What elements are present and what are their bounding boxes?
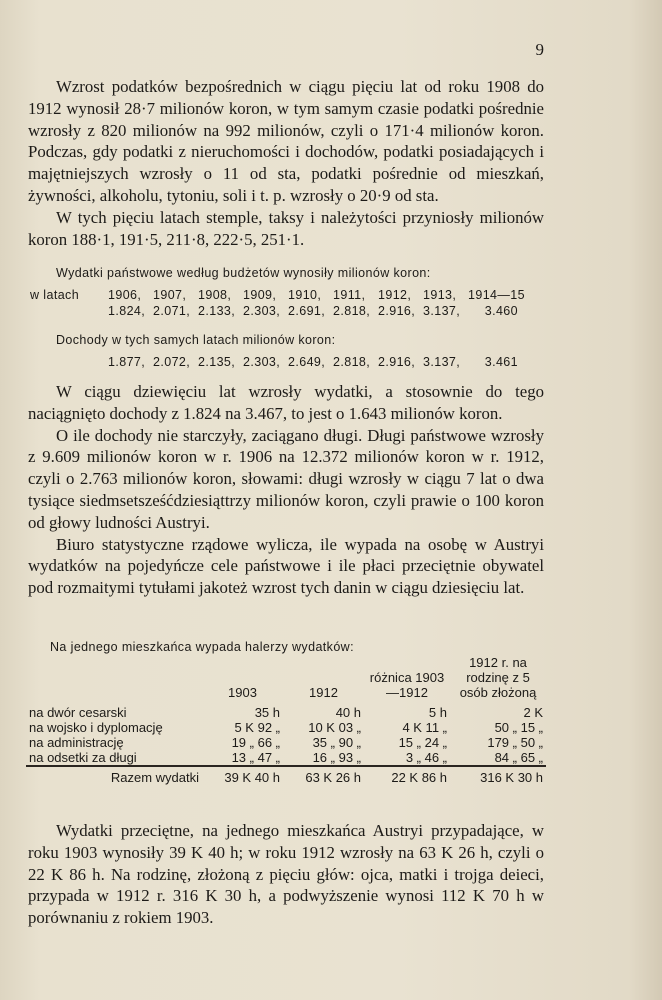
expenses-per-capita-table xyxy=(26,655,546,785)
year-cell: 1914—15 xyxy=(468,288,526,302)
expense-cell: 2.818, xyxy=(333,304,371,318)
table-row xyxy=(26,750,546,766)
cell-1912: 10 K 03 „ xyxy=(308,720,361,735)
income-cell: 2.649, xyxy=(288,355,326,369)
expenses-caption: Wydatki państwowe według budżetów wynosiły milionów koron: xyxy=(56,266,431,280)
income-cell: 2.916, xyxy=(378,355,416,369)
expense-cell: 2.133, xyxy=(198,304,236,318)
paragraph-block-2 xyxy=(28,381,544,599)
table-row xyxy=(26,735,546,750)
paragraph-block-3 xyxy=(28,820,544,929)
cell-difference: 15 „ 24 „ xyxy=(398,735,447,750)
expense-cell: 3.460 xyxy=(484,304,518,318)
year-cell: 1912, xyxy=(378,288,412,302)
year-cell: 1906, xyxy=(108,288,142,302)
income-cell: 3.461 xyxy=(484,355,518,369)
row-label: na dwór cesarski xyxy=(29,705,127,720)
income-caption: Dochody w tych samych latach milionów koron: xyxy=(56,333,336,347)
cell-1912: 40 h xyxy=(335,705,361,720)
cell-1912: 35 „ 90 „ xyxy=(312,735,361,750)
header-family: 1912 r. na rodzinę z 5 osób złożoną xyxy=(459,655,537,700)
total-1903: 39 K 40 h xyxy=(202,766,283,785)
cell-difference: 5 h xyxy=(428,705,447,720)
paragraph-taxes-growth: Wzrost podatków bezpośrednich w ciągu pięciu lat od roku 1908 do 1912 wynosił 28·7 milionów koron, w tym samym czasie podatki pośrednie wzrosły z 820 milionów na 992 milionów, czyli o 171·4 milionów koron. Podczas, gdy podatki z nieruchomości i dochodów, podatki posiadających i majętniejszych wzrosły o 11 od sta, podatki pośrednie od mieszkań, żywności, alkoholu, tytoniu, soli i t. p. wzrosły o 20·9 od sta. xyxy=(28,77,544,205)
expense-cell: 2.916, xyxy=(378,304,416,318)
table-caption: Na jednego mieszkańca wypada halerzy wydatków: xyxy=(50,640,354,654)
paragraph-expenses-growth: W ciągu dziewięciu lat wzrosły wydatki, a stosownie do tego naciągnięto dochody z 1.824 na 3.467, to jest o 1.643 milionów koron. xyxy=(28,382,544,423)
header-1903: 1903 xyxy=(228,685,257,700)
table-header-row xyxy=(26,655,546,705)
cell-1903: 13 „ 47 „ xyxy=(231,750,280,765)
cell-difference: 3 „ 46 „ xyxy=(405,750,447,765)
row-label: na administrację xyxy=(29,735,124,750)
income-cell: 2.303, xyxy=(243,355,281,369)
expense-cell: 1.824, xyxy=(108,304,146,318)
cell-1903: 35 h xyxy=(254,705,280,720)
income-row xyxy=(108,355,518,369)
header-difference: różnica 1903—1912 xyxy=(369,670,445,700)
total-family: 316 K 30 h xyxy=(450,766,546,785)
years-label: w latach xyxy=(30,288,80,302)
total-label: Razem wydatki xyxy=(26,766,202,785)
cell-difference: 4 K 11 „ xyxy=(402,720,447,735)
income-cell: 2.818, xyxy=(333,355,371,369)
income-cell: 1.877, xyxy=(108,355,146,369)
year-cell: 1907, xyxy=(153,288,187,302)
paragraph-averages: Wydatki przeciętne, na jednego mieszkańca Austryi przypadające, w roku 1903 wynosiły 39 K 40 h; w roku 1912 wzrosły na 63 K 26 h, czyli o 22 K 86 h. Na rodzinę, złożoną z pięciu głów: ojca, matki i trojga deieci, przypada w 1912 r. 316 K 30 h, a podwyższenie wynosi 112 K 70 h w porównaniu z rokiem 1903. xyxy=(28,821,544,928)
expense-cell: 3.137, xyxy=(423,304,461,318)
paragraph-stamps: W tych pięciu latach stemple, taksy i należytości przyniosły milionów koron 188·1, 191·5, 211·8, 222·5, 251·1. xyxy=(28,207,544,249)
cell-1903: 5 K 92 „ xyxy=(234,720,280,735)
year-cell: 1913, xyxy=(423,288,457,302)
paragraph-debts: O ile dochody nie starczyły, zaciągano długi. Długi państwowe wzrosły z 9.609 milionów koron w r. 1906 na 12.372 milionów koron w r. 1912, czyli o 2.763 milionów koron, słowami: długi wzrosły w ciągu 7 lat o dwa tysiące siedmsetsześćdziesiąttrzy milionów koron, czyli prawie o 100 koron od głowy ludności Austryi. xyxy=(28,425,544,532)
cell-1912: 16 „ 93 „ xyxy=(312,750,361,765)
table-row xyxy=(26,705,546,720)
cell-family: 2 K xyxy=(523,705,543,720)
income-cell: 2.135, xyxy=(198,355,236,369)
expenses-row xyxy=(108,304,518,318)
paragraph-block-1 xyxy=(28,76,544,250)
cell-family: 84 „ 65 „ xyxy=(494,750,543,765)
years-row xyxy=(30,288,528,302)
year-cell: 1910, xyxy=(288,288,322,302)
cell-family: 179 „ 50 „ xyxy=(487,735,543,750)
row-label: na odsetki za długi xyxy=(29,750,137,765)
total-1912: 63 K 26 h xyxy=(283,766,364,785)
expense-cell: 2.303, xyxy=(243,304,281,318)
total-difference: 22 K 86 h xyxy=(364,766,450,785)
row-label: na wojsko i dyplomację xyxy=(29,720,163,735)
cell-family: 50 „ 15 „ xyxy=(494,720,543,735)
table-row xyxy=(26,720,546,735)
year-cell: 1911, xyxy=(333,288,366,302)
header-1912: 1912 xyxy=(309,685,338,700)
cell-1903: 19 „ 66 „ xyxy=(231,735,280,750)
year-cell: 1909, xyxy=(243,288,277,302)
table-total-row xyxy=(26,766,546,785)
year-cell: 1908, xyxy=(198,288,232,302)
expense-cell: 2.691, xyxy=(288,304,326,318)
income-cell: 2.072, xyxy=(153,355,191,369)
expense-cell: 2.071, xyxy=(153,304,191,318)
paragraph-statistics-office: Biuro statystyczne rządowe wylicza, ile wypada na osobę w Austryi wydatków na pojedyńcze cele państwowe i ile płaci przeciętnie obywatel pod rozmaitymi tytułami jakoteż wzrost tych danin w ciągu dziesięciu lat. xyxy=(28,534,544,598)
income-cell: 3.137, xyxy=(423,355,461,369)
page-number: 9 xyxy=(535,40,544,59)
